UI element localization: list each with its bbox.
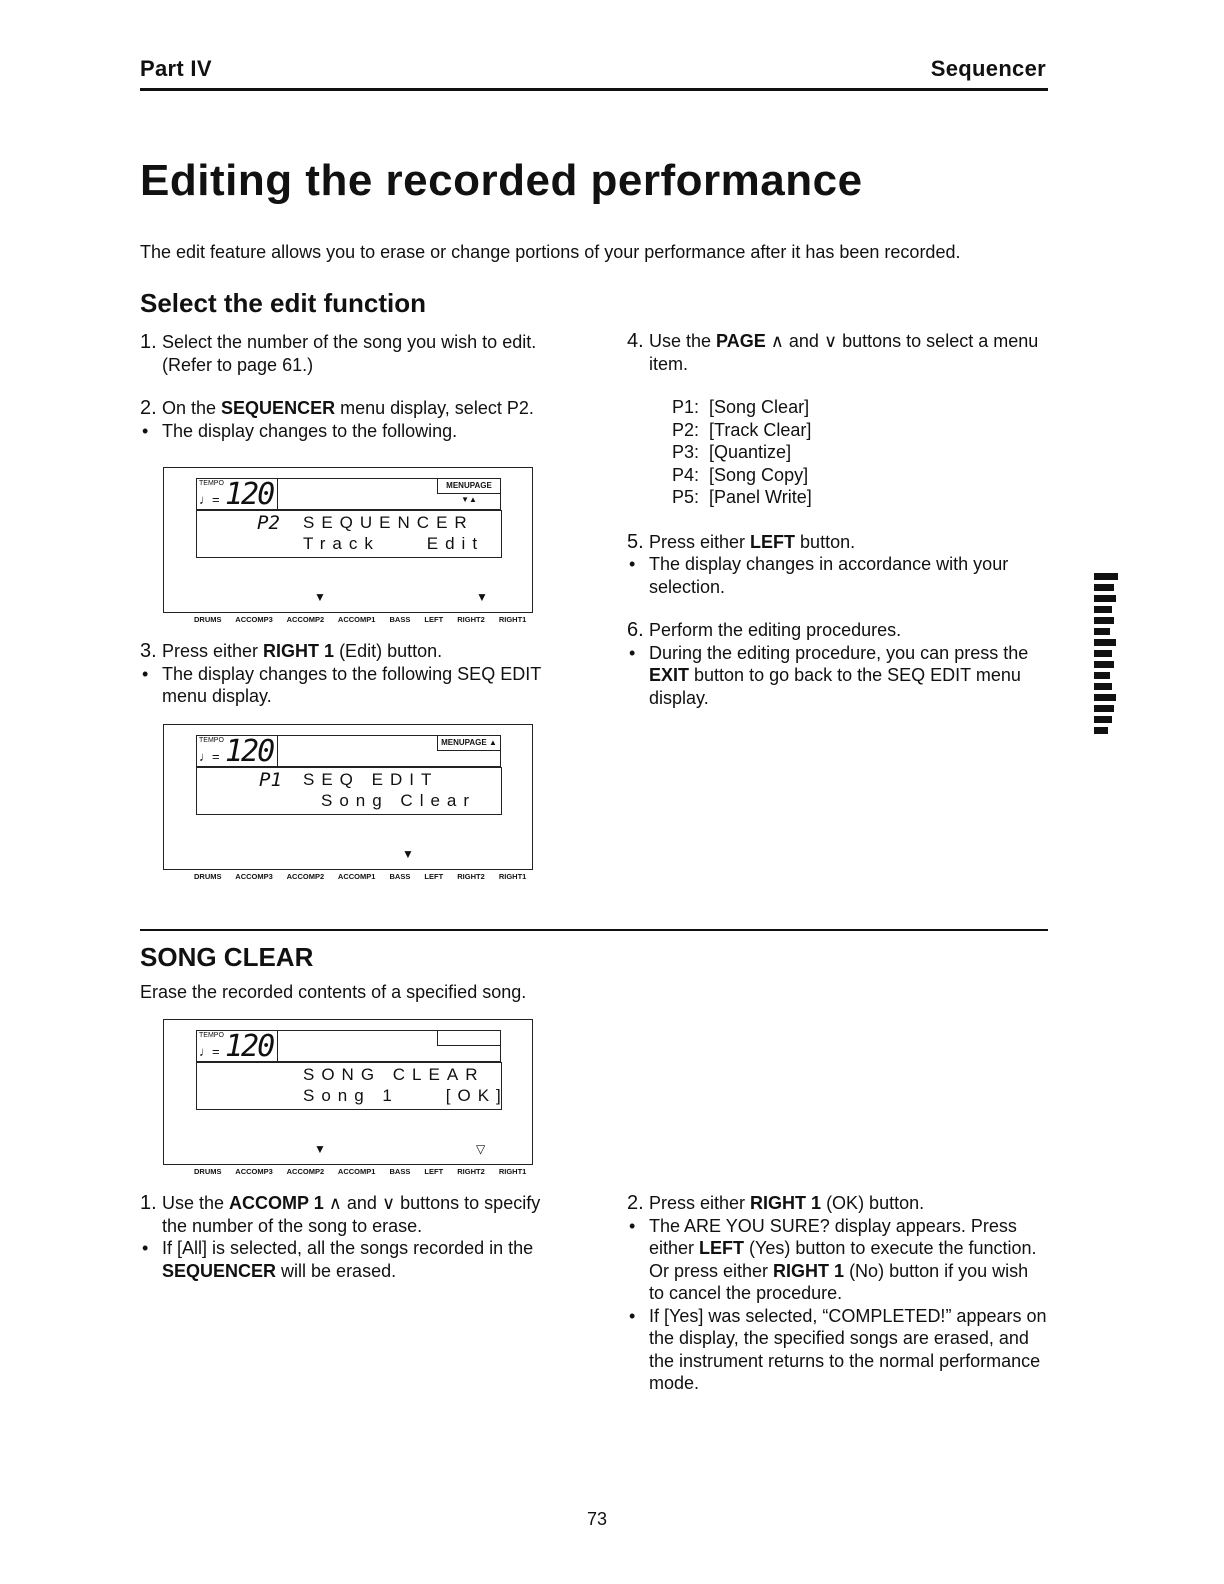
song-clear-right bbox=[627, 1192, 1047, 1395]
step-1: 1. Select the number of the song you wish to edit. (Refer to page 61.) bbox=[140, 331, 537, 375]
down-arrow-icon: ▼ bbox=[402, 847, 414, 861]
lcd-page: P2 bbox=[257, 512, 280, 534]
step-5-bullet: • The display changes in accordance with your selection. bbox=[627, 553, 1047, 598]
lcd-line-1: SONG CLEAR bbox=[303, 1065, 485, 1084]
down-arrow-icon: ▽ bbox=[476, 1142, 486, 1156]
lcd-line-2: Song 1 [OK] bbox=[303, 1086, 508, 1105]
lcd-line-1: SEQUENCER bbox=[303, 513, 474, 532]
song-clear-step-1-bullet: • If [All] is selected, all the songs recorded in the SEQUENCER will be erased. bbox=[140, 1237, 562, 1282]
lcd-line-2: Song Clear bbox=[321, 791, 477, 810]
down-arrow-icon: ▼ bbox=[314, 590, 326, 604]
lcd-footer-labels: DRUMS ACCOMP3 ACCOMP2 ACCOMP1 BASS LEFT RIGHT2 RIGHT1 bbox=[194, 615, 527, 624]
step-6-bullet: • During the editing procedure, you can press the EXIT button to go back to the SEQ EDIT menu display. bbox=[627, 642, 1047, 710]
song-clear-intro: Erase the recorded contents of a specified song. bbox=[140, 982, 527, 1002]
song-clear-left bbox=[140, 1192, 562, 1282]
lcd-display-song-clear: TEMPO ♩= 120 SONG CLEAR Song 1 [OK] ▼ ▽ DRUMS ACCOMP3 ACCOMP2 ACCOMP1 BASS LEFT RIGHT2 RIGHT1 bbox=[163, 1019, 533, 1165]
tempo-box: TEMPO ♩= 120 bbox=[196, 478, 278, 510]
song-clear-step-2-bullet-2: • If [Yes] was selected, “COMPLETED!” appears on the display, the specified songs are erased, and the instrument returns to the normal performance mode. bbox=[627, 1305, 1047, 1395]
menu-item: P3: [Quantize] bbox=[672, 442, 792, 462]
chapter-tabs bbox=[1094, 573, 1122, 738]
page-title: Editing the recorded performance bbox=[140, 156, 863, 205]
menu-list bbox=[672, 396, 1047, 509]
step-2: 2. On the SEQUENCER menu display, select P2. bbox=[140, 397, 534, 419]
lcd-line-2: Track Edit bbox=[303, 534, 485, 553]
menupage-indicator: MENUPAGE ▼▲ bbox=[437, 479, 500, 494]
header-part: Part IV bbox=[140, 56, 212, 81]
down-arrow-icon: ▼ bbox=[314, 1142, 326, 1156]
song-clear-step-2: 2. Press either RIGHT 1 (OK) button. bbox=[627, 1192, 925, 1214]
song-clear-step-2-bullet-1: • The ARE YOU SURE? display appears. Press either LEFT (Yes) button to execute the function. Or press either RIGHT 1 (No) button if you wish to cancel the procedure. bbox=[627, 1215, 1047, 1305]
menu-item: P2: [Track Clear] bbox=[672, 419, 812, 440]
step-2-bullet: • The display changes to the following. bbox=[140, 420, 562, 443]
menu-item: P4: [Song Copy] bbox=[672, 464, 809, 485]
step-3: 3. Press either RIGHT 1 (Edit) button. bbox=[140, 640, 443, 662]
menu-item: P5: [Panel Write] bbox=[672, 487, 812, 507]
lcd-line-1: SEQ EDIT bbox=[303, 770, 439, 789]
header-rule bbox=[140, 88, 1048, 91]
section-heading-select: Select the edit function bbox=[140, 288, 427, 318]
menupage-indicator: MENUPAGE ▲ bbox=[437, 736, 500, 751]
section-heading-song-clear: SONG CLEAR bbox=[140, 942, 314, 972]
lcd-page: P1 bbox=[259, 769, 282, 791]
header-section: Sequencer bbox=[930, 56, 1046, 81]
left-column-step3 bbox=[140, 640, 562, 708]
lcd-display-seq-edit: TEMPO ♩= 120 MENUPAGE ▲ P1 SEQ EDIT Song Clear ▼ DRUMS ACCOMP3 ACCOMP2 ACCOMP1 BASS LEFT RIGHT2 RIGHT1 bbox=[163, 724, 533, 870]
step-5: 5. Press either LEFT button. bbox=[627, 530, 856, 553]
left-column bbox=[140, 331, 562, 442]
step-4: 4. Use the PAGE ∧ and ∨ buttons to select a menu item. bbox=[627, 330, 1039, 374]
step-6: 6. Perform the editing procedures. bbox=[627, 619, 902, 641]
down-arrow-icon: ▼ bbox=[476, 590, 488, 604]
lcd-display-sequencer bbox=[163, 467, 533, 624]
page-number: 73 bbox=[587, 1509, 608, 1529]
step-3-bullet: • The display changes to the following SEQ EDIT menu display. bbox=[140, 663, 562, 708]
right-column bbox=[627, 330, 1047, 709]
song-clear-step-1: 1. Use the ACCOMP 1 ∧ and ∨ buttons to specify the number of the song to erase. bbox=[140, 1192, 541, 1236]
section-divider bbox=[140, 929, 1048, 931]
lcd-footer-labels: DRUMS ACCOMP3 ACCOMP2 ACCOMP1 BASS LEFT RIGHT2 RIGHT1 bbox=[194, 1167, 527, 1176]
lcd-footer-labels: DRUMS ACCOMP3 ACCOMP2 ACCOMP1 BASS LEFT RIGHT2 RIGHT1 bbox=[194, 872, 527, 881]
menu-item: P1: [Song Clear] bbox=[672, 397, 810, 417]
intro-text: The edit feature allows you to erase or change portions of your performance after it has been recorded. bbox=[140, 242, 961, 262]
